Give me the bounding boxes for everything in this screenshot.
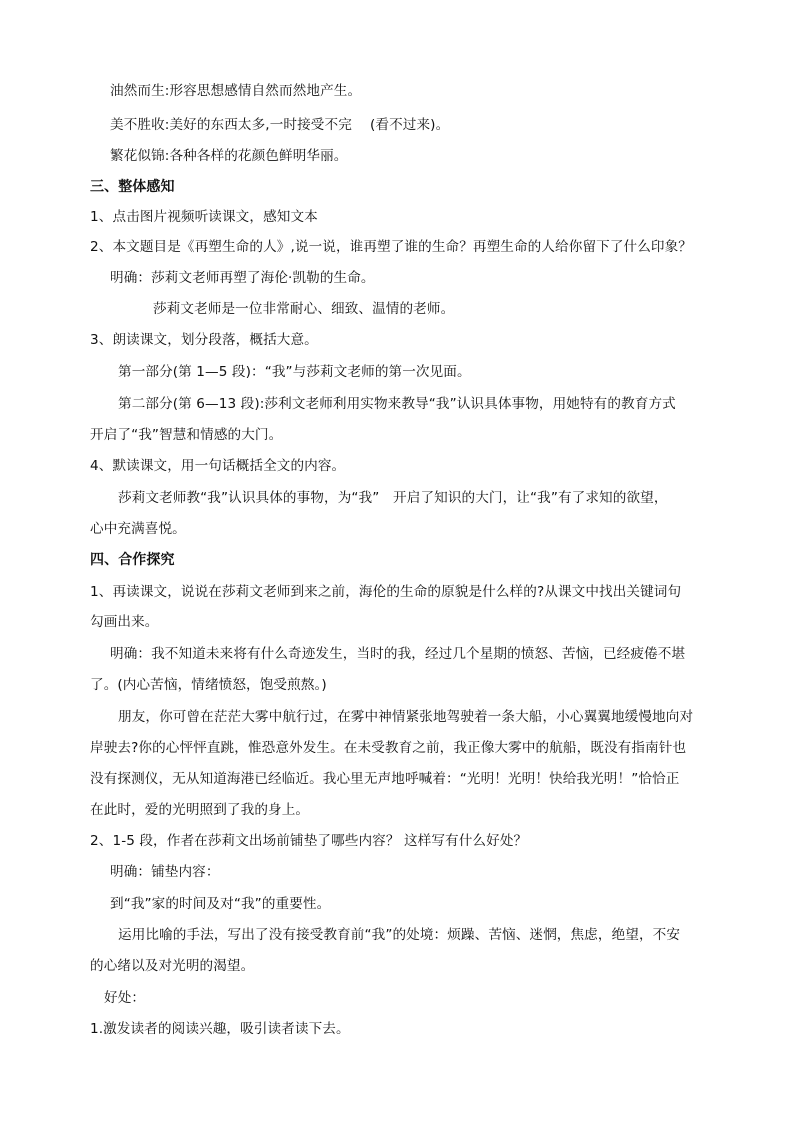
paragraph-line: 第一部分(第 1—5 段)：“我”与莎莉文老师的第一次见面。 xyxy=(118,364,471,380)
definition-line: 油然而生:形容思想感情自然而然地产生。 xyxy=(110,83,362,99)
quote-line: 没有探测仪，无从知道海港已经临近。我心里无声地呼喊着：“光明！光明！快给我光明！”恰恰正 xyxy=(90,771,680,787)
answer-line: 到“我”家的时间及对“我”的重要性。 xyxy=(110,896,331,912)
list-item: 1.激发读者的阅读兴趣，吸引读者读下去。 xyxy=(90,1021,350,1037)
answer-line: 莎莉文老师是一位非常耐心、细致、温情的老师。 xyxy=(153,301,455,317)
list-item: 2、1-5 段，作者在莎莉文出场前铺垫了哪些内容？ 这样写有什么好处？ xyxy=(90,833,528,849)
paragraph-line: 莎莉文老师教“我”认识具体的事物，为“我” 开启了知识的大门，让“我”有了求知的欲望， xyxy=(118,490,668,506)
answer-label: 好处： xyxy=(104,990,146,1006)
definition-line: 美不胜收:美好的东西太多,一时接受不完 (看不过来)。 xyxy=(110,117,450,133)
paragraph-line: 心中充满喜悦。 xyxy=(90,521,186,537)
answer-line: 的心绪以及对光明的渴望。 xyxy=(90,958,255,974)
list-item: 1、再读课文，说说在莎莉文老师到来之前，海伦的生命的原貌是什么样的?从课文中找出关键词句 xyxy=(90,584,682,600)
paragraph-line: 第二部分(第 6—13 段):莎利文老师利用实物来教导“我”认识具体事物，用她特有的教育方式 xyxy=(118,396,676,412)
quote-line: 朋友，你可曾在茫茫大雾中航行过，在雾中神情紧张地驾驶着一条大船，小心翼翼地缓慢地向对 xyxy=(118,709,694,725)
list-item: 2、本文题目是《再塑生命的人》,说一说，谁再塑了谁的生命？再塑生命的人给你留下了什么印象？ xyxy=(90,239,692,255)
list-item: 3、朗读课文，划分段落，概括大意。 xyxy=(90,332,318,348)
answer-line: 明确：莎莉文老师再塑了海伦·凯勒的生命。 xyxy=(110,270,375,286)
section-heading: 四、合作探究 xyxy=(90,552,175,568)
answer-line: 了。(内心苦恼，情绪愤怒，饱受煎熬。) xyxy=(90,677,327,693)
quote-line: 岸驶去?你的心怦怦直跳，惟恐意外发生。在未受教育之前，我正像大雾中的航船，既没有指南针也 xyxy=(90,740,687,756)
answer-line: 运用比喻的手法，写出了没有接受教育前“我”的处境：烦躁、苦恼、迷惘，焦虑，绝望，不安 xyxy=(118,927,681,943)
answer-line: 明确：我不知道未来将有什么奇迹发生，当时的我，经过几个星期的愤怒、苦恼，已经疲倦不堪 xyxy=(110,646,686,662)
answer-line: 明确：铺垫内容： xyxy=(110,864,220,880)
list-item: 1、点击图片视频听读课文，感知文本 xyxy=(90,209,318,225)
definition-line: 繁花似锦:各种各样的花颜色鲜明华丽。 xyxy=(110,148,348,164)
list-item: 4、默读课文，用一句话概括全文的内容。 xyxy=(90,458,346,474)
section-heading: 三、整体感知 xyxy=(90,179,175,195)
paragraph-line: 勾画出来。 xyxy=(90,614,159,630)
quote-line: 在此时，爱的光明照到了我的身上。 xyxy=(90,802,310,818)
paragraph-line: 开启了“我”智慧和情感的大门。 xyxy=(90,427,283,443)
